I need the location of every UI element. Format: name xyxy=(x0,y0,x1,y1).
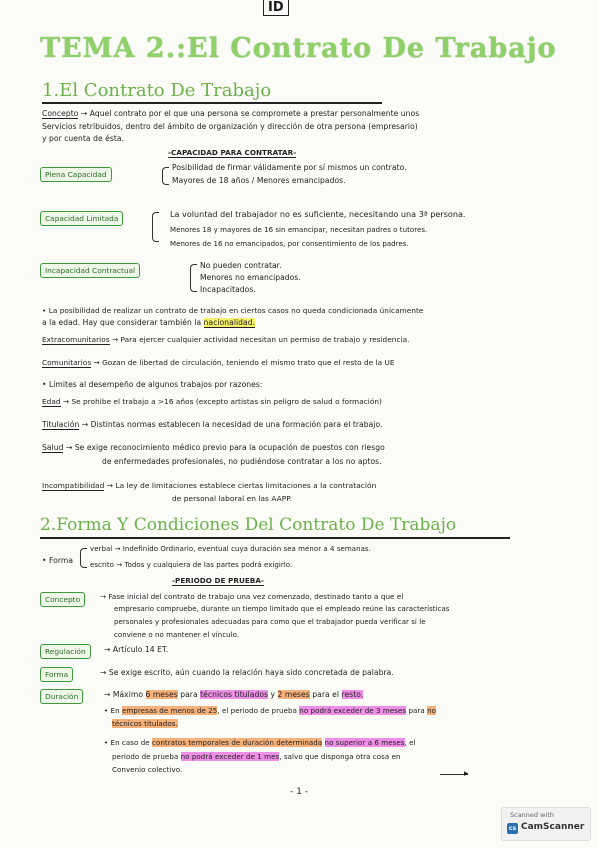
nacionalidad-highlight: nacionalidad. xyxy=(203,318,256,327)
limitada-item-3: Menores de 16 no emancipados, por consentimiento de los padres. xyxy=(170,240,409,248)
limite-label: Salud xyxy=(42,443,64,452)
limite-label: Incompatibilidad xyxy=(42,481,105,490)
periodo-concepto-line-2: empresario compruebe, durante un tiempo limitado que el empleado reúne las características xyxy=(114,605,450,613)
periodo-concepto-box: Concepto xyxy=(40,592,85,607)
section-1-title: 1.El Contrato De Trabajo xyxy=(42,80,272,101)
limite-text: → Se exige reconocimiento médico previo para la ocupación de puestos con riesgo xyxy=(65,443,385,452)
highlight: técnicos titulados xyxy=(200,690,269,699)
highlight: empresas de menos de 25 xyxy=(121,706,218,715)
plena-brace xyxy=(162,167,169,185)
forma-brace xyxy=(80,548,87,568)
header-mark: ID xyxy=(263,0,289,16)
limitada-brace xyxy=(152,212,159,242)
limite-text: → La ley de limitaciones establece ciertas limitaciones a la contratación xyxy=(106,481,377,490)
text: periodo de prueba xyxy=(112,752,179,761)
highlight: no xyxy=(427,706,437,715)
duracion-line-3 xyxy=(112,719,178,728)
regulacion-text: → Artículo 14 ET. xyxy=(104,645,169,654)
comunitarios-text: → Gozan de libertad de circulación, teniendo el mismo trato que el resto de la UE xyxy=(93,358,395,367)
periodo-concepto-line-4: conviene o no mantener el vínculo. xyxy=(114,631,240,639)
highlight: contratos temporales de duración determinada xyxy=(152,738,323,747)
extracomunitarios-row xyxy=(42,335,409,344)
limites-heading: • Límites al desempeño de algunos trabajos por razones: xyxy=(42,380,263,389)
extracomunitarios-label: Extracomunitarios xyxy=(42,335,110,344)
periodo-concepto-line-3: personales y profesionales adecuadas para como que el trabajador pueda verificar si le xyxy=(114,618,426,626)
concepto-line-2: Servicios retribuidos, dentro del ámbito de organización y dirección de otra persona (empresario) xyxy=(42,122,418,131)
limite-label: Titulación xyxy=(42,420,80,429)
page-title: TEMA 2.:El Contrato De Trabajo xyxy=(40,33,557,64)
periodo-heading: -PERIODO DE PRUEBA- xyxy=(172,576,264,585)
duracion-line-2 xyxy=(104,706,436,715)
plena-item-2: Mayores de 18 años / Menores emancipados. xyxy=(172,176,346,185)
camscanner-logo-icon: cs xyxy=(508,825,517,832)
limite-salud xyxy=(42,443,385,452)
section-1-underline xyxy=(42,102,382,104)
incapacidad-brace xyxy=(190,264,197,292)
incapacidad-item-1: No pueden contratar. xyxy=(200,261,282,270)
limite-text: → Se prohibe el trabajo a >16 años (excepto artistas sin peligro de salud o formación) xyxy=(62,397,382,406)
highlight: no superior a 6 meses xyxy=(324,738,405,747)
posibilidad-line-1: • La posibilidad de realizar un contrato de trabajo en ciertos casos no queda condicionada únicamente xyxy=(42,306,424,315)
concepto-text xyxy=(42,109,419,118)
concepto-label: Concepto xyxy=(42,109,79,118)
camscanner-text: CamScanner xyxy=(521,822,585,832)
capacidad-heading: -CAPACIDAD PARA CONTRATAR- xyxy=(168,148,297,157)
posibilidad-text: a la edad. Hay que considerar también la xyxy=(42,318,202,327)
limite-edad xyxy=(42,397,382,406)
incapacidad-item-2: Menores no emancipados. xyxy=(200,273,301,282)
highlight: técnicos titulados. xyxy=(112,719,178,728)
regulacion-box: Regulación xyxy=(40,644,91,659)
forma-verbal: verbal → Indefinido Ordinario, eventual cuya duración sea menor a 4 semanas. xyxy=(90,545,371,553)
comunitarios-label: Comunitarios xyxy=(42,358,92,367)
limite-incompatibilidad xyxy=(42,481,376,490)
posibilidad-line-2 xyxy=(42,318,255,327)
forma-text: → Se exige escrito, aún cuando la relación haya sido concretada de palabra. xyxy=(100,668,394,677)
text: • En xyxy=(104,706,120,715)
extracomunitarios-text: → Para ejercer cualquier actividad necesitan un permiso de trabajo y residencia. xyxy=(111,335,410,344)
duracion-line-6: Convenio colectivo. xyxy=(112,765,183,774)
highlight: 2 meses xyxy=(277,690,310,699)
text: , el xyxy=(404,738,416,747)
text: para el xyxy=(312,690,340,699)
text: → Máximo xyxy=(104,690,144,699)
concepto-line-3: y por cuenta de ésta. xyxy=(42,134,125,143)
limite-text: → Distintas normas establecen la necesidad de una formación para el trabajo. xyxy=(81,420,383,429)
incapacidad-item-3: Incapacitados. xyxy=(200,285,256,294)
limitada-item-1: La voluntad del trabajador no es suficiente, necesitando una 3ª persona. xyxy=(170,210,466,219)
section-2-title: 2.Forma Y Condiciones Del Contrato De Trabajo xyxy=(40,515,457,535)
concepto-line-1: → Aquel contrato por el que una persona se compromete a prestar personalmente unos xyxy=(80,109,420,118)
forma-escrito: escrito → Todos y cualquiera de las partes podrá exigirlo. xyxy=(90,561,293,569)
text: para xyxy=(408,706,425,715)
limite-incompatibilidad-line-2: de personal laboral en las AAPP. xyxy=(172,494,293,503)
duracion-line-4 xyxy=(104,738,416,747)
duracion-line-1 xyxy=(104,690,363,699)
plena-capacidad-box: Plena Capacidad xyxy=(40,167,112,182)
text: , salvo que disponga otra cosa en xyxy=(279,752,401,761)
duracion-line-5 xyxy=(112,752,401,761)
limite-titulacion xyxy=(42,420,383,429)
forma-box: Forma xyxy=(40,667,73,682)
text: , el periodo de prueba xyxy=(217,706,297,715)
highlight: no podrá exceder de 1 mes xyxy=(180,752,280,761)
comunitarios-row xyxy=(42,358,395,367)
duracion-box: Duración xyxy=(40,689,83,704)
forma-label: • Forma xyxy=(42,556,74,565)
text: para xyxy=(180,690,198,699)
text: • En caso de xyxy=(104,738,150,747)
highlight: no podrá exceder de 3 meses xyxy=(299,706,407,715)
capacidad-limitada-box: Capacidad Limitada xyxy=(40,211,123,226)
limite-label: Edad xyxy=(42,397,61,406)
plena-item-1: Posibilidad de firmar válidamente por sí mismos un contrato. xyxy=(172,163,407,172)
limite-salud-line-2: de enfermedades profesionales, no pudiéndose contratar a los no aptos. xyxy=(102,457,382,466)
page-number: - 1 - xyxy=(290,787,309,797)
section-2-underline xyxy=(40,537,510,539)
incapacidad-box: Incapacidad Contractual xyxy=(40,263,140,278)
continue-arrow-head: ▸ xyxy=(464,769,469,779)
camscanner-watermark xyxy=(501,807,591,841)
highlight: resto. xyxy=(341,690,364,699)
text: y xyxy=(270,690,276,699)
highlight: 6 meses xyxy=(145,690,178,699)
periodo-concepto-line-1: → Fase inicial del contrato de trabajo una vez comenzado, destinado tanto a que el xyxy=(100,592,404,601)
limitada-item-2: Menores 18 y mayores de 16 sin emancipar, necesitan padres o tutores. xyxy=(170,226,428,234)
scanned-with-text: Scanned with xyxy=(510,811,554,819)
